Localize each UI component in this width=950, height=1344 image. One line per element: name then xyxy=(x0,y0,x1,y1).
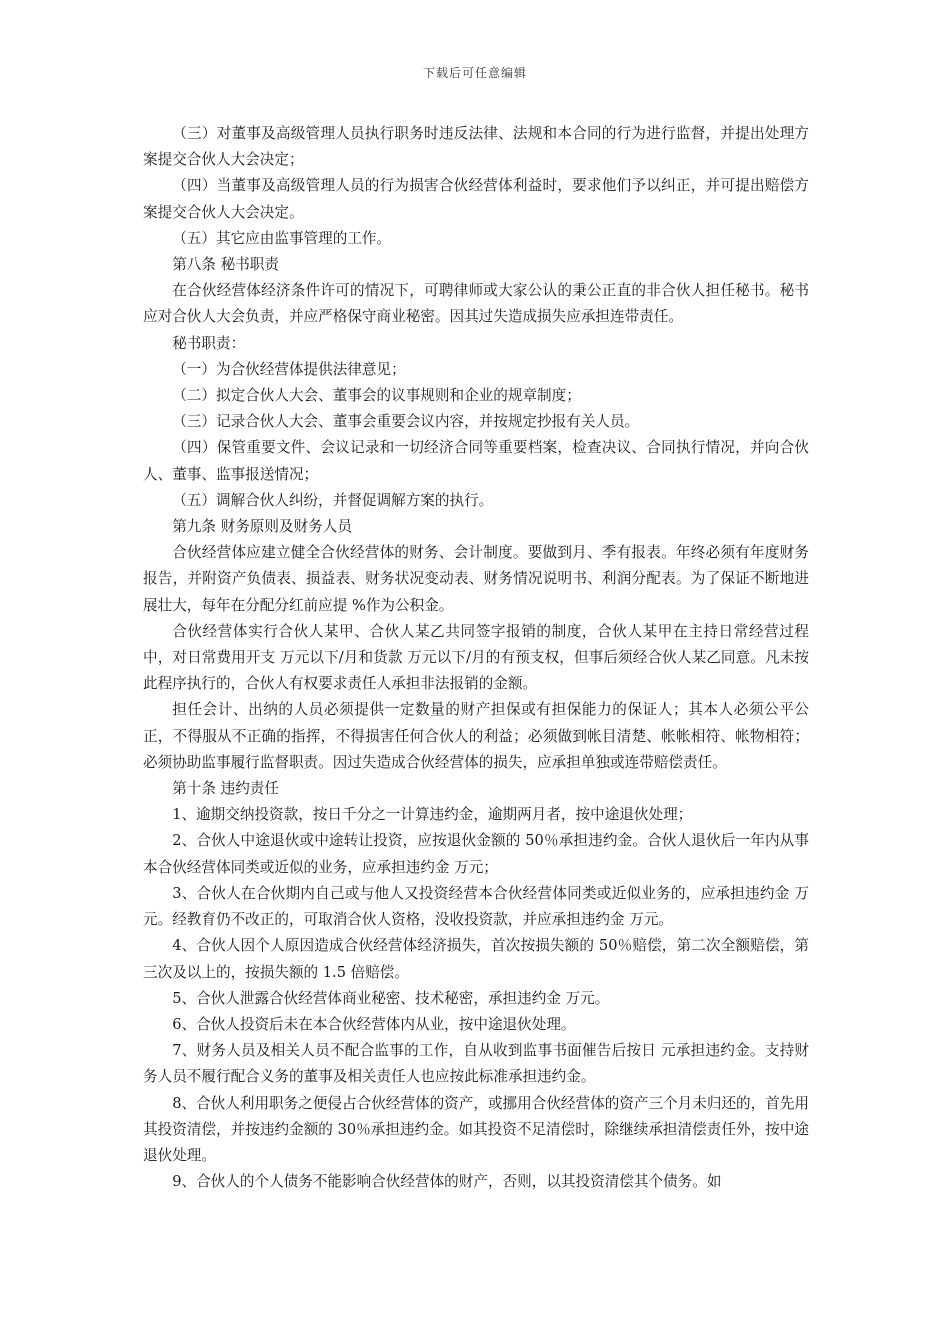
paragraph-liability-6: 6、合伙人投资后未在本合伙经营体内从业，按中途退伙处理。 xyxy=(172,1015,576,1033)
paragraph-secretary-duty-4: （四）保管重要文件、会议记录和一切经济合同等重要档案，检查决议、合同执行情况，并向合伙人、董事、监事报送情况； xyxy=(143,439,809,483)
paragraph-secretary-duty-1: （一）为合伙经营体提供法律意见； xyxy=(172,360,406,378)
paragraph-liability-7: 7、财务人员及相关人员不配合监事的工作，自从收到监事书面催告后按日 元承担违约金。支持财务人员不履行配合义务的董事及相关责任人也应按此标准承担违约金。 xyxy=(143,1042,809,1086)
paragraph-finance-system: 合伙经营体应建立健全合伙经营体的财务、会计制度。要做到月、季有报表。年终必须有年度财务报告，并附资产负债表、损益表、财务状况变动表、财务情况说明书、利润分配表。为了保证不断地进展壮大，每年在分配分红前应提 %作为公积金。 xyxy=(143,544,809,614)
paragraph-liability-1: 1、逾期交纳投资款，按日千分之一计算违约金，逾期两月者，按中途退伙处理； xyxy=(172,806,693,824)
paragraph-secretary-appointment: 在合伙经营体经济条件许可的情况下，可聘律师或大家公认的秉公正直的非合伙人担任秘书。秘书应对合伙人大会负责，并应严格保守商业秘密。因其过失造成损失应承担连带责任。 xyxy=(143,282,809,326)
paragraph-liability-5: 5、合伙人泄露合伙经营体商业秘密、技术秘密，承担违约金 万元。 xyxy=(172,989,610,1007)
paragraph-supervisor-duty-4: （四）当董事及高级管理人员的行为损害合伙经营体利益时，要求他们予以纠正，并可提出赔偿方案提交合伙人大会决定。 xyxy=(143,177,809,221)
paragraph-liability-3: 3、合伙人在合伙期内自己或与他人又投资经营本合伙经营体同类或近似业务的，应承担违约金 万元。经教育仍不改正的，可取消合伙人资格，没收投资款，并应承担违约金 万元。 xyxy=(143,884,809,929)
article-8-heading: 第八条 秘书职责 xyxy=(172,256,279,274)
paragraph-supervisor-duty-3: （三）对董事及高级管理人员执行职务时违反法律、法规和本合同的行为进行监督，并提出处理方案提交合伙人大会决定； xyxy=(143,125,809,169)
paragraph-liability-4: 4、合伙人因个人原因造成合伙经营体经济损失，首次按损失额的 50％赔偿，第二次全额赔偿，第三次及以上的，按损失额的 1.5 倍赔偿。 xyxy=(143,937,809,981)
paragraph-accountant-requirements: 担任会计、出纳的人员必须提供一定数量的财产担保或有担保能力的保证人；其本人必须公平公正，不得服从不正确的指挥，不得损害任何合伙人的利益；必须做到帐目清楚、帐帐相符、帐物相符；必须协助监事履行监督职责。因过失造成合伙经营体的损失，应承担单独或连带赔偿责任。 xyxy=(143,701,809,771)
document-body xyxy=(143,121,809,1195)
article-9-heading: 第九条 财务原则及财务人员 xyxy=(172,518,352,536)
paragraph-secretary-duty-2: （二）拟定合伙人大会、董事会的议事规则和企业的规章制度； xyxy=(172,387,581,405)
page-header: 下载后可任意编辑 xyxy=(422,66,527,80)
article-10-heading: 第十条 违约责任 xyxy=(172,780,279,798)
paragraph-secretary-duties-label: 秘书职责： xyxy=(172,334,246,352)
paragraph-reimbursement: 合伙经营体实行合伙人某甲、合伙人某乙共同签字报销的制度，合伙人某甲在主持日常经营过程中，对日常费用开支 万元以下/月和货款 万元以下/月的有预支权，但事后须经合伙人某乙同意。凡未按此程序执行的，合伙人有权要求责任人承担非法报销的金额。 xyxy=(143,622,809,693)
paragraph-secretary-duty-3: （三）记录合伙人大会、董事会重要会议内容，并按规定抄报有关人员。 xyxy=(172,413,640,431)
paragraph-secretary-duty-5: （五）调解合伙人纠纷，并督促调解方案的执行。 xyxy=(172,491,494,509)
paragraph-liability-9: 9、合伙人的个人债务不能影响合伙经营体的财产，否则，以其投资清偿其个债务。如 xyxy=(172,1173,722,1191)
paragraph-supervisor-duty-5: （五）其它应由监事管理的工作。 xyxy=(172,229,392,247)
paragraph-liability-8: 8、合伙人利用职务之便侵占合伙经营体的资产，或挪用合伙经营体的资产三个月未归还的，首先用其投资清偿，并按违约金额的 30％承担违约金。如其投资不足清偿时，除继续承担清偿责任外，按中途退伙处理。 xyxy=(143,1094,810,1164)
paragraph-liability-2: 2、合伙人中途退伙或中途转让投资，应按退伙金额的 50％承担违约金。合伙人退伙后一年内从事本合伙经营体同类或近似的业务，应承担违约金 万元； xyxy=(143,832,809,876)
